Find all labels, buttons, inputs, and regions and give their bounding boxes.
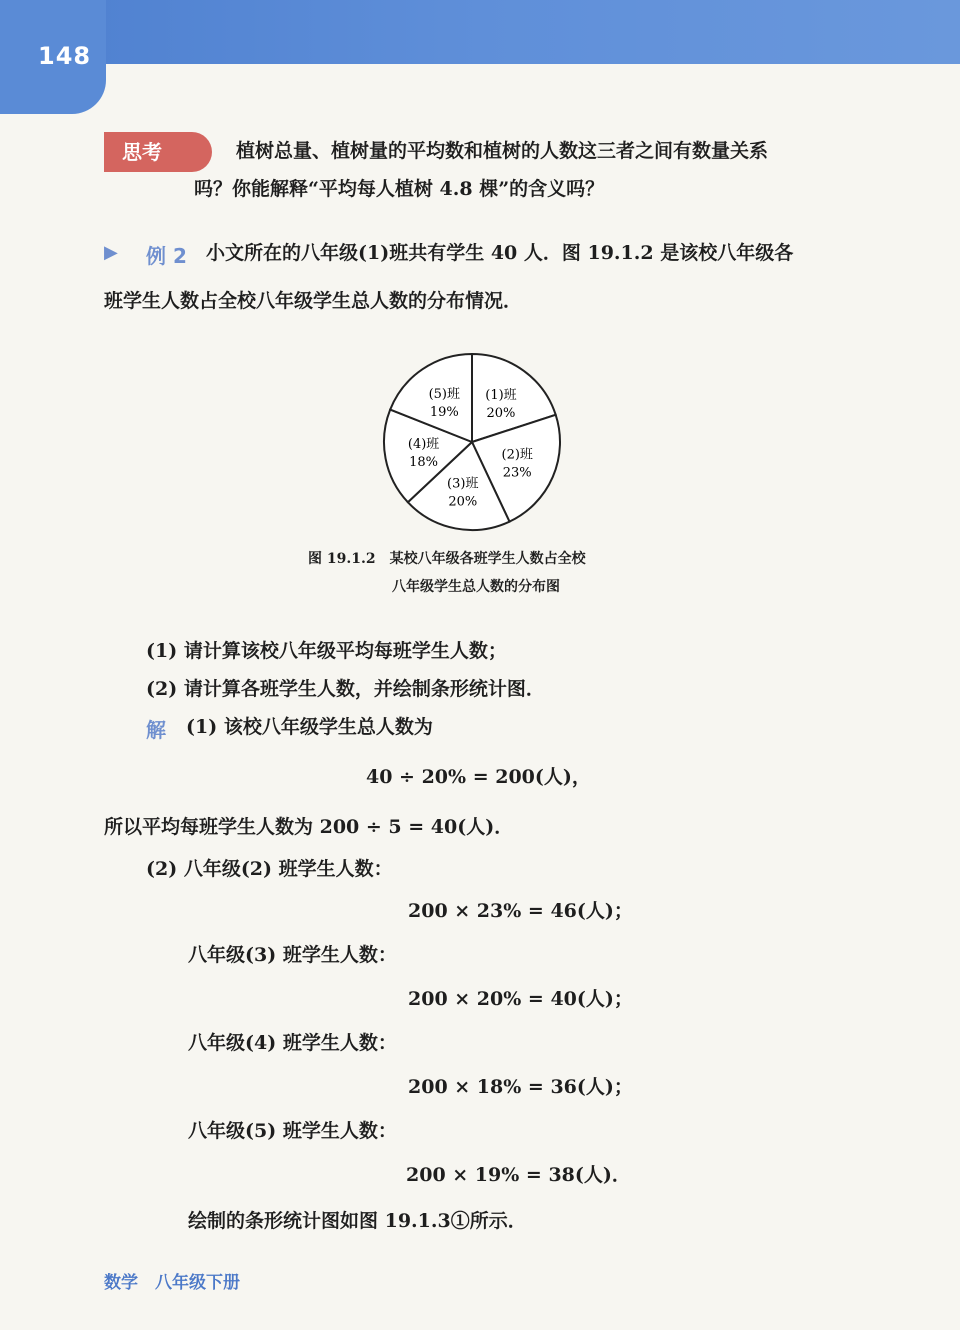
pie-slice-label-1: (1)班 xyxy=(485,388,517,404)
top-header-band xyxy=(0,0,960,64)
equation-class-4: 200 × 18% = 36(人)； xyxy=(408,1076,633,1098)
pie-slice-value-3: 20% xyxy=(448,494,478,510)
class-5-heading: 八年级(5) 班学生人数： xyxy=(188,1120,397,1142)
figure-caption-line-2: 八年级学生总人数的分布图 xyxy=(392,579,560,595)
equation-class-5: 200 × 19% = 38(人)． xyxy=(406,1164,631,1186)
class-4-heading: 八年级(4) 班学生人数： xyxy=(188,1032,397,1054)
book-footer: 数学 八年级下册 xyxy=(104,1273,240,1293)
pie-slice-label-5: (5)班 xyxy=(428,387,461,403)
think-line-1: 植树总量、植树量的平均数和植树的人数这三者之间有数量关系 xyxy=(236,140,769,162)
think-badge: 思考 xyxy=(104,132,212,172)
solution-part-1: (1) 该校八年级学生总人数为 xyxy=(186,716,433,738)
pie-slice-label-3: (3)班 xyxy=(447,476,479,492)
question-2: (2) 请计算各班学生人数，并绘制条形统计图． xyxy=(146,678,545,700)
pie-slice-value-4: 18% xyxy=(409,455,439,471)
example-line-2: 班学生人数占全校八年级学生总人数的分布情况． xyxy=(104,290,523,312)
class-3-heading: 八年级(3) 班学生人数： xyxy=(188,944,397,966)
example-label: 例 2 xyxy=(146,244,187,268)
solution-part-2: (2) 八年级(2) 班学生人数： xyxy=(146,858,393,880)
pie-slice-value-5: 19% xyxy=(429,405,459,421)
figure-caption-line-1: 图 19.1.2 某校八年级各班学生人数占全校 xyxy=(308,551,586,567)
example-line-1: 小文所在的八年级(1)班共有学生 40 人．图 19.1.2 是该校八年级各 xyxy=(206,242,794,264)
pie-chart xyxy=(380,350,580,540)
pie-slice-value-1: 20% xyxy=(486,406,516,422)
think-line-2: 吗？你能解释“平均每人植树 4.8 棵”的含义吗？ xyxy=(194,178,605,200)
bar-chart-reference: 绘制的条形统计图如图 19.1.3①所示． xyxy=(188,1210,527,1232)
question-1: (1) 请计算该校八年级平均每班学生人数； xyxy=(146,640,507,662)
solution-average: 所以平均每班学生人数为 200 ÷ 5 = 40(人)． xyxy=(104,816,514,838)
play-arrow-icon: ▶ xyxy=(104,242,118,263)
pie-slice-label-4: (4)班 xyxy=(407,437,440,453)
pie-slice-value-2: 23% xyxy=(502,465,532,481)
equation-total: 40 ÷ 20% = 200(人)， xyxy=(366,766,591,788)
pie-slice-label-2: (2)班 xyxy=(501,447,533,463)
solution-label: 解 xyxy=(146,718,166,742)
equation-class-2: 200 × 23% = 46(人)； xyxy=(408,900,633,922)
page-number: 148 xyxy=(38,42,92,70)
equation-class-3: 200 × 20% = 40(人)； xyxy=(408,988,633,1010)
page-number-tab xyxy=(0,0,106,114)
